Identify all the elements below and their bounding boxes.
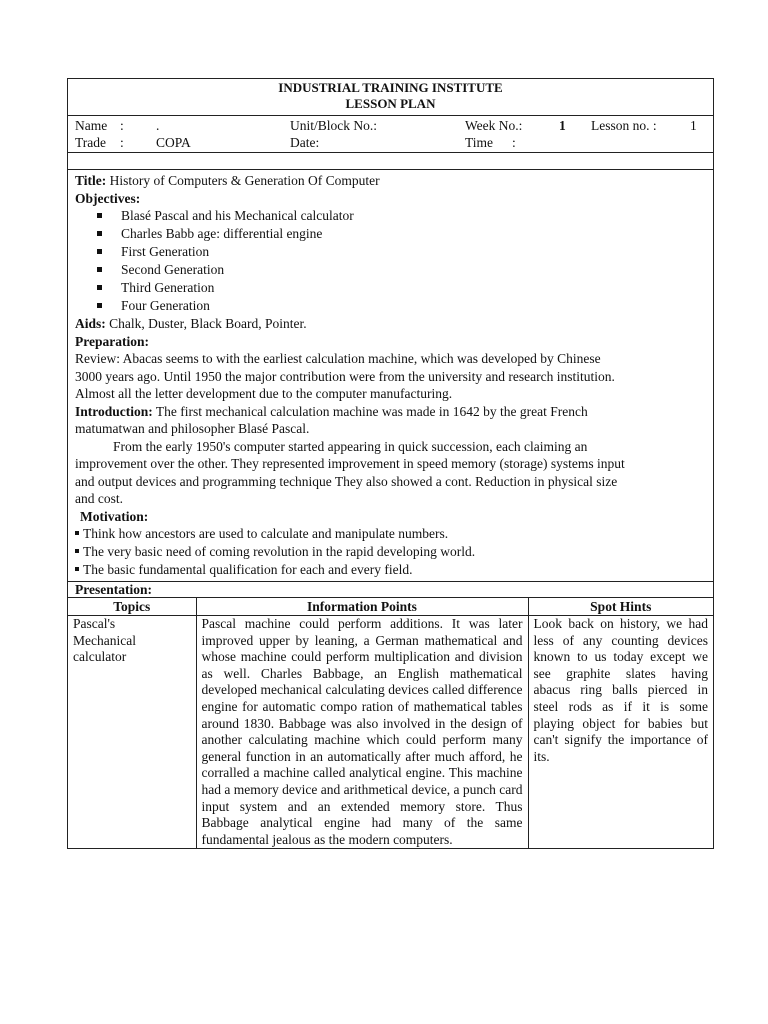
presentation-table (68, 598, 713, 848)
name-value: . (156, 118, 160, 133)
name-colon: : (120, 118, 124, 133)
date-label: Date: (290, 135, 320, 150)
information-points-cell: Pascal machine could perform additions. It was later improved upper by leaning, a German mathematical and whose machine could perform multiplication and division as well. Charles Babbage, an English mathematical developed mechanical calculating devices called difference engine for automatic compo ration of mathematical tables around 1830. Babbage was also involved in the design of another calculating machine which could perform many general function in an automatically after much afford, he corralled a machine called analytical engine. This machine had a memory device and arithmetical device, a punch card input system and an extended memory store. Thus Babbage analytical engine had many of the same fundamental jealous as the modern computers. (196, 616, 528, 849)
bullet-icon (97, 213, 102, 218)
intro-paragraph-line: and cost. (75, 491, 123, 506)
list-item: The basic fundamental qualification for each and every field. (75, 561, 707, 579)
review-line: Almost all the letter development due to the computer manufacturing. (75, 386, 453, 401)
time-label: Time (465, 135, 494, 150)
trade-colon: : (120, 135, 124, 150)
introduction-label: Introduction: (75, 403, 153, 419)
intro-paragraph-line: improvement over the other. They represented improvement in speed memory (storage) systems input (75, 456, 625, 471)
institute-name: INDUSTRIAL TRAINING INSTITUTE (278, 80, 503, 95)
introduction-line: matumatwan and philosopher Blasé Pascal. (75, 421, 310, 436)
list-item: Blasé Pascal and his Mechanical calculator (75, 207, 707, 225)
objectives-heading: Objectives: (75, 190, 141, 206)
bullet-icon (75, 567, 79, 571)
name-label: Name (75, 118, 108, 133)
intro-paragraph-line: From the early 1950's computer started appearing in quick succession, each claiming an (113, 438, 588, 454)
list-item: Second Generation (75, 261, 707, 279)
title-value: History of Computers & Generation Of Computer (109, 173, 380, 188)
spot-hints-cell: Look back on history, we had less of any counting devices known to us today except we see graphite slates having abacus ring balls pierced in steel rods as if it is some playing object for babies but can't signify the importance of its. (528, 616, 713, 849)
info-block (68, 116, 713, 153)
lesson-value: 1 (690, 118, 697, 133)
list-item: The very basic need of coming revolution in the rapid developing world. (75, 543, 707, 561)
table-row (68, 616, 713, 849)
aids-value: Chalk, Duster, Black Board, Pointer. (109, 316, 307, 331)
introduction-line: Introduction: The first mechanical calculation machine was made in 1642 by the great French (75, 403, 588, 419)
motivation-list (75, 525, 707, 579)
intro-paragraph-line: and output devices and programming technique They also showed a cont. Reduction in physical size (75, 473, 618, 489)
lesson-plan-page (67, 78, 714, 849)
trade-label: Trade (75, 135, 107, 150)
bullet-icon (97, 231, 102, 236)
objectives-list (75, 207, 707, 315)
bullet-icon (97, 249, 102, 254)
bullet-icon (75, 549, 79, 553)
list-item: Think how ancestors are used to calculate and manipulate numbers. (75, 525, 707, 543)
list-item: First Generation (75, 243, 707, 261)
blank-row (68, 153, 713, 170)
title-label: Title: (75, 173, 107, 188)
week-value: 1 (559, 118, 566, 133)
table-header-row (68, 598, 713, 616)
column-header-topics: Topics (68, 598, 196, 616)
time-colon: : (512, 135, 516, 150)
column-header-information-points: Information Points (196, 598, 528, 616)
review-line: Review: Abacas seems to with the earliest calculation machine, which was developed by Chinese (75, 351, 601, 366)
column-header-spot-hints: Spot Hints (528, 598, 713, 616)
trade-value: COPA (156, 135, 191, 150)
presentation-heading: Presentation: (68, 582, 713, 598)
document-title: LESSON PLAN (345, 96, 436, 111)
aids-line (75, 315, 707, 333)
motivation-heading: Motivation: (80, 508, 149, 524)
week-label: Week No.: (465, 118, 523, 133)
list-item: Four Generation (75, 297, 707, 315)
aids-label: Aids: (75, 316, 106, 331)
preparation-heading: Preparation: (75, 333, 149, 349)
review-line: 3000 years ago. Until 1950 the major contribution were from the university and research institution. (75, 368, 615, 384)
bullet-icon (97, 285, 102, 290)
bullet-icon (75, 531, 79, 535)
lesson-label: Lesson no. : (591, 118, 657, 133)
bullet-icon (97, 303, 102, 308)
unit-label: Unit/Block No.: (290, 118, 377, 133)
bullet-icon (97, 267, 102, 272)
document-header (68, 79, 713, 116)
list-item: Third Generation (75, 279, 707, 297)
list-item: Charles Babb age: differential engine (75, 225, 707, 243)
topic-cell: Pascal's Mechanical calculator (73, 616, 136, 665)
title-line (75, 172, 707, 190)
lesson-body (68, 170, 713, 582)
